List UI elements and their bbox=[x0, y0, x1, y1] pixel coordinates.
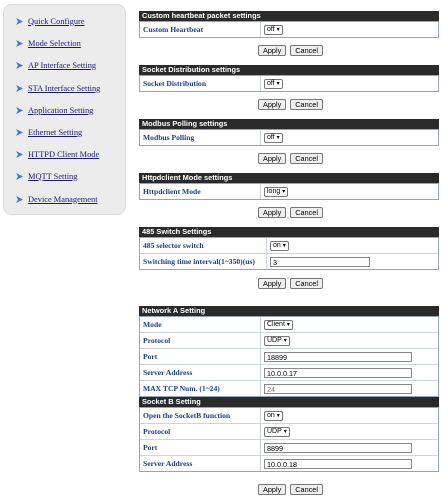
mode-row bbox=[140, 317, 438, 333]
socket-b-protocol-row bbox=[140, 424, 438, 440]
field-label: Httpdclient Mode bbox=[140, 184, 261, 199]
modbus-panel bbox=[139, 119, 439, 146]
apply-button[interactable]: Apply bbox=[258, 45, 286, 56]
chevron-down-icon: ▾ bbox=[286, 321, 290, 328]
selector-switch-select[interactable] bbox=[270, 241, 289, 251]
sidebar-item-label: HTTPD Client Mode bbox=[28, 149, 100, 159]
heartbeat-select[interactable] bbox=[264, 25, 283, 35]
socket-b-header: Socket B Setting bbox=[139, 397, 439, 407]
socket-distribution-row bbox=[140, 76, 438, 91]
field-label: Port bbox=[140, 349, 261, 364]
field-label: Mode bbox=[140, 317, 261, 332]
heartbeat-row bbox=[140, 22, 438, 37]
modbus-row bbox=[140, 130, 438, 145]
socket-b-server-row bbox=[140, 456, 438, 471]
select-value: on bbox=[273, 241, 281, 249]
port-row bbox=[140, 349, 438, 365]
arrow-right-icon bbox=[15, 39, 24, 48]
panel-header: Network A Setting bbox=[139, 306, 439, 316]
arrow-right-icon bbox=[15, 150, 24, 159]
field-label: Port bbox=[140, 440, 261, 455]
arrow-right-icon bbox=[15, 195, 24, 204]
sidebar-item-label: AP Interface Setting bbox=[28, 60, 97, 70]
switch-485-panel bbox=[139, 227, 439, 270]
sidebar-item-device-management[interactable] bbox=[15, 192, 98, 206]
apply-button[interactable]: Apply bbox=[258, 99, 286, 110]
apply-button[interactable]: Apply bbox=[258, 153, 286, 164]
socket-b-port-row bbox=[140, 440, 438, 456]
field-label: Protocol bbox=[140, 333, 261, 348]
select-value: on bbox=[267, 411, 275, 419]
field-label: Protocol bbox=[140, 424, 261, 439]
sidebar-item-application[interactable] bbox=[15, 103, 93, 117]
server-address-input[interactable]: 10.0.0.17 bbox=[264, 368, 412, 378]
socket-b-port-input[interactable]: 8899 bbox=[264, 443, 412, 453]
arrow-right-icon bbox=[15, 84, 24, 93]
sidebar-item-sta-interface[interactable] bbox=[15, 81, 100, 95]
switching-time-input[interactable]: 3 bbox=[270, 257, 370, 267]
apply-button[interactable]: Apply bbox=[258, 207, 286, 218]
sidebar-item-label: Quick Configure bbox=[28, 16, 85, 26]
cancel-button[interactable]: Cancel bbox=[290, 484, 323, 495]
protocol-select[interactable] bbox=[264, 336, 290, 346]
arrow-right-icon bbox=[15, 172, 24, 181]
chevron-down-icon: ▾ bbox=[283, 428, 287, 435]
cancel-button[interactable]: Cancel bbox=[290, 99, 323, 110]
mode-select[interactable] bbox=[264, 320, 293, 330]
panel-header: Httpdclient Mode settings bbox=[139, 173, 439, 183]
field-label: Open the SocketB function bbox=[140, 408, 261, 423]
field-label: Server Address bbox=[140, 456, 261, 471]
cancel-button[interactable]: Cancel bbox=[290, 153, 323, 164]
apply-button[interactable]: Apply bbox=[258, 278, 286, 289]
field-label: Server Address bbox=[140, 365, 261, 380]
open-socket-b-select[interactable] bbox=[264, 411, 283, 421]
cancel-button[interactable]: Cancel bbox=[290, 45, 323, 56]
select-value: off bbox=[267, 25, 275, 33]
chevron-down-icon: ▾ bbox=[276, 412, 280, 419]
modbus-select[interactable] bbox=[264, 133, 283, 143]
sidebar-item-label: STA Interface Setting bbox=[28, 83, 101, 93]
server-address-row bbox=[140, 365, 438, 381]
network-a-panel bbox=[139, 306, 439, 472]
select-value: long bbox=[267, 187, 281, 195]
field-label: Switching time interval(1~350)(us) bbox=[140, 254, 267, 269]
network-actions bbox=[258, 484, 323, 495]
socket-distribution-actions bbox=[258, 99, 323, 110]
field-label: Modbus Polling bbox=[140, 130, 261, 145]
sidebar-item-quick-configure[interactable] bbox=[15, 14, 85, 28]
sidebar-item-label: Device Management bbox=[28, 194, 98, 204]
sidebar-item-httpd-client[interactable] bbox=[15, 147, 99, 161]
chevron-down-icon: ▾ bbox=[276, 26, 280, 33]
arrow-right-icon bbox=[15, 17, 24, 26]
panel-header: Modbus Polling settings bbox=[139, 119, 439, 129]
arrow-right-icon bbox=[15, 128, 24, 137]
chevron-down-icon: ▾ bbox=[283, 337, 287, 344]
field-label: Custom Heartbeat bbox=[140, 22, 261, 37]
selector-switch-row bbox=[140, 238, 438, 254]
cancel-button[interactable]: Cancel bbox=[290, 278, 323, 289]
heartbeat-panel bbox=[139, 11, 439, 38]
sidebar-item-ap-interface[interactable] bbox=[15, 58, 96, 72]
socket-b-protocol-select[interactable] bbox=[264, 427, 290, 437]
socket-distribution-select[interactable] bbox=[264, 79, 283, 89]
httpdclient-panel bbox=[139, 173, 439, 200]
panel-header: 485 Switch Settings bbox=[139, 227, 439, 237]
chevron-down-icon: ▾ bbox=[276, 134, 280, 141]
switching-time-row bbox=[140, 254, 438, 269]
field-label: 485 selector switch bbox=[140, 238, 267, 253]
select-value: off bbox=[267, 133, 275, 141]
sidebar-item-mqtt[interactable] bbox=[15, 169, 77, 183]
chevron-down-icon: ▾ bbox=[282, 242, 286, 249]
chevron-down-icon: ▾ bbox=[282, 188, 286, 195]
select-value: UDP bbox=[267, 427, 282, 435]
panel-header: Custom heartbeat packet settings bbox=[139, 11, 439, 21]
cancel-button[interactable]: Cancel bbox=[290, 207, 323, 218]
socket-b-server-input[interactable]: 10.0.0.18 bbox=[264, 459, 412, 469]
select-value: Client bbox=[267, 320, 285, 328]
field-label: Socket Distribution bbox=[140, 76, 261, 91]
apply-button[interactable]: Apply bbox=[258, 484, 286, 495]
arrow-right-icon bbox=[15, 106, 24, 115]
sidebar-item-label: Ethernet Setting bbox=[28, 127, 83, 137]
protocol-row bbox=[140, 333, 438, 349]
modbus-actions bbox=[258, 153, 323, 164]
socket-distribution-panel bbox=[139, 65, 439, 92]
sidebar-nav bbox=[3, 4, 126, 215]
select-value: UDP bbox=[267, 336, 282, 344]
arrow-right-icon bbox=[15, 61, 24, 70]
open-socket-b-row bbox=[140, 408, 438, 424]
max-tcp-row bbox=[140, 381, 438, 396]
field-label: MAX TCP Num. (1~24) bbox=[140, 381, 261, 396]
sidebar-item-ethernet[interactable] bbox=[15, 125, 82, 139]
port-input[interactable]: 18899 bbox=[264, 352, 412, 362]
panel-header: Socket Distribution settings bbox=[139, 65, 439, 75]
sidebar-item-label: Application Setting bbox=[28, 105, 94, 115]
sidebar-item-label: Mode Selection bbox=[28, 38, 81, 48]
httpdclient-select[interactable] bbox=[264, 187, 288, 197]
httpdclient-row bbox=[140, 184, 438, 199]
chevron-down-icon: ▾ bbox=[276, 80, 280, 87]
switch-485-actions bbox=[258, 278, 323, 289]
heartbeat-actions bbox=[258, 45, 323, 56]
max-tcp-input[interactable]: 24 bbox=[264, 384, 412, 394]
select-value: off bbox=[267, 79, 275, 87]
sidebar-item-mode-selection[interactable] bbox=[15, 36, 81, 50]
sidebar-item-label: MQTT Setting bbox=[28, 171, 78, 181]
httpdclient-actions bbox=[258, 207, 323, 218]
